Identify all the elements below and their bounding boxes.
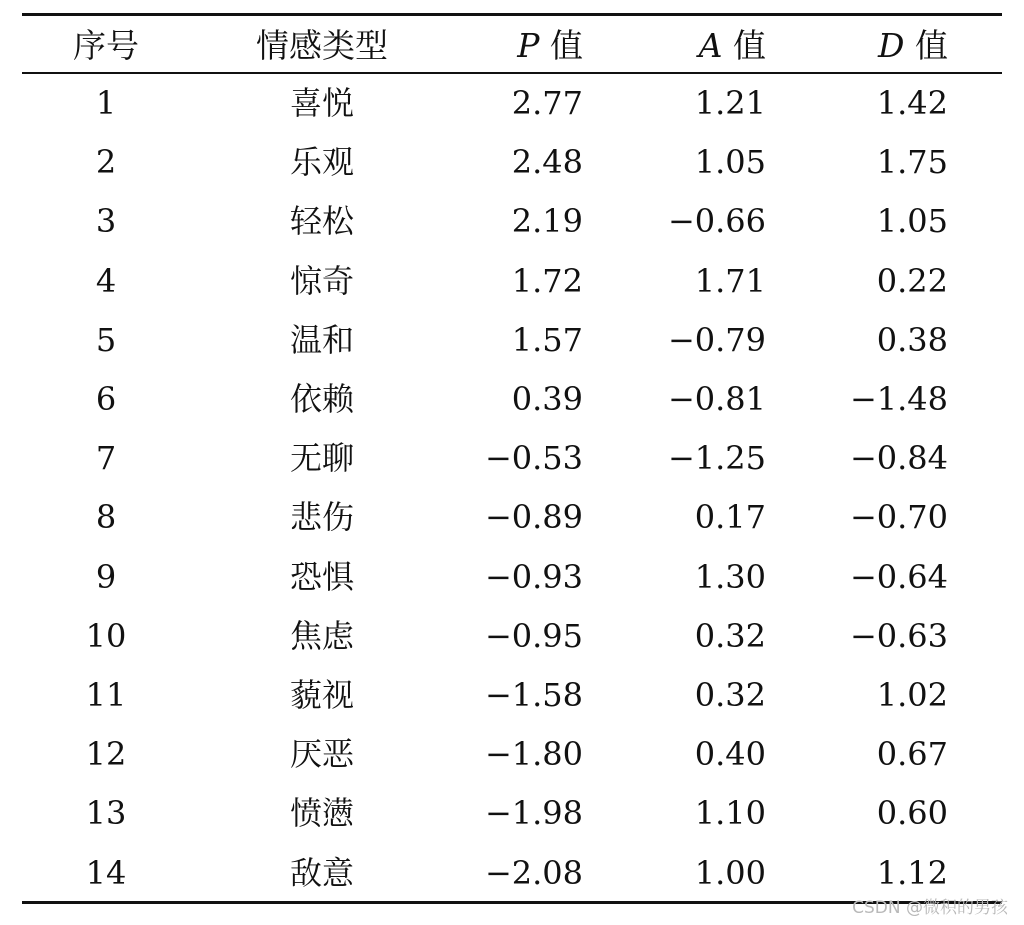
cell-index: 9 (95, 557, 117, 596)
cell-a: 0.40 (694, 735, 766, 774)
table-row (0, 311, 1024, 370)
table-row (0, 548, 1024, 607)
cell-d: 1.42 (876, 84, 948, 122)
table-header-row (0, 16, 1024, 75)
table-row (0, 784, 1024, 843)
cell-d: −0.63 (849, 616, 948, 655)
cell-a: 1.00 (694, 853, 766, 892)
header-p (400, 16, 583, 75)
cell-index: 11 (85, 676, 127, 714)
cell-emotion: 愤懑 (289, 794, 354, 833)
cell-index: 14 (85, 853, 127, 892)
cell-emotion: 轻松 (289, 202, 354, 241)
cell-p: −1.98 (484, 794, 583, 833)
cell-p: 2.77 (511, 84, 583, 122)
cell-d: 0.22 (876, 261, 948, 300)
cell-a: −0.79 (667, 320, 766, 359)
cell-emotion: 无聊 (289, 439, 354, 478)
cell-emotion: 悲伤 (289, 498, 354, 537)
cell-index: 7 (95, 439, 117, 478)
cell-emotion: 焦虑 (289, 616, 354, 655)
header-a-letter: A (698, 26, 723, 65)
cell-p: −0.93 (484, 557, 583, 596)
cell-p: −1.80 (484, 735, 583, 774)
cell-index: 1 (95, 84, 117, 122)
table-row (0, 192, 1024, 251)
header-d (770, 16, 948, 75)
cell-index: 8 (95, 498, 117, 537)
cell-a: 0.17 (694, 498, 766, 537)
cell-p: 1.57 (511, 320, 583, 359)
header-emotion: 情感类型 (256, 26, 388, 65)
cell-p: 1.72 (511, 261, 583, 300)
cell-d: 1.05 (876, 202, 948, 241)
cell-a: −1.25 (667, 439, 766, 478)
cell-p: 0.39 (511, 380, 583, 418)
cell-emotion: 温和 (289, 320, 354, 359)
cell-index: 2 (95, 143, 117, 182)
cell-p: −0.89 (484, 498, 583, 537)
cell-d: 0.67 (876, 735, 948, 774)
header-p-letter: P (517, 26, 540, 65)
cell-emotion: 惊奇 (289, 261, 354, 300)
cell-index: 13 (85, 794, 127, 833)
header-d-suffix: 值 (904, 26, 948, 65)
cell-p: −1.58 (484, 676, 583, 714)
table-row (0, 74, 1024, 133)
cell-d: 1.12 (876, 853, 948, 892)
cell-d: −0.70 (849, 498, 948, 537)
cell-a: 0.32 (694, 616, 766, 655)
cell-d: 0.38 (876, 320, 948, 359)
cell-a: 0.32 (694, 676, 766, 714)
cell-a: 1.71 (694, 261, 766, 300)
cell-index: 5 (95, 320, 117, 359)
cell-emotion: 喜悦 (289, 84, 354, 122)
header-p-suffix: 值 (539, 26, 583, 65)
watermark: CSDN @微积的男孩 (852, 898, 1008, 918)
cell-a: 1.10 (694, 794, 766, 833)
table-row (0, 666, 1024, 725)
table-row (0, 725, 1024, 784)
cell-emotion: 乐观 (289, 143, 354, 182)
table-row (0, 252, 1024, 311)
header-d-letter: D (878, 26, 905, 65)
table-row (0, 133, 1024, 192)
cell-a: 1.21 (694, 84, 766, 122)
cell-index: 10 (85, 616, 127, 655)
cell-emotion: 藐视 (289, 676, 354, 714)
cell-index: 3 (95, 202, 117, 241)
cell-a: 1.05 (694, 143, 766, 182)
header-a-suffix: 值 (722, 26, 766, 65)
cell-p: −2.08 (484, 853, 583, 892)
cell-emotion: 厌恶 (289, 735, 354, 774)
cell-emotion: 敌意 (289, 853, 354, 892)
table-row (0, 429, 1024, 488)
cell-d: 1.75 (876, 143, 948, 182)
cell-d: −1.48 (849, 380, 948, 418)
cell-d: −0.84 (849, 439, 948, 478)
cell-index: 6 (95, 380, 117, 418)
cell-index: 12 (85, 735, 127, 774)
cell-a: 1.30 (694, 557, 766, 596)
cell-index: 4 (95, 261, 117, 300)
table-row (0, 370, 1024, 429)
cell-p: −0.95 (484, 616, 583, 655)
cell-d: −0.64 (849, 557, 948, 596)
header-index: 序号 (73, 26, 139, 65)
cell-emotion: 恐惧 (289, 557, 354, 596)
cell-p: 2.48 (511, 143, 583, 182)
table-row (0, 607, 1024, 666)
cell-p: −0.53 (484, 439, 583, 478)
cell-emotion: 依赖 (289, 380, 354, 418)
table-row (0, 488, 1024, 547)
cell-p: 2.19 (511, 202, 583, 241)
cell-a: −0.66 (667, 202, 766, 241)
cell-a: −0.81 (667, 380, 766, 418)
header-a (590, 16, 766, 75)
cell-d: 1.02 (876, 676, 948, 714)
cell-d: 0.60 (876, 794, 948, 833)
